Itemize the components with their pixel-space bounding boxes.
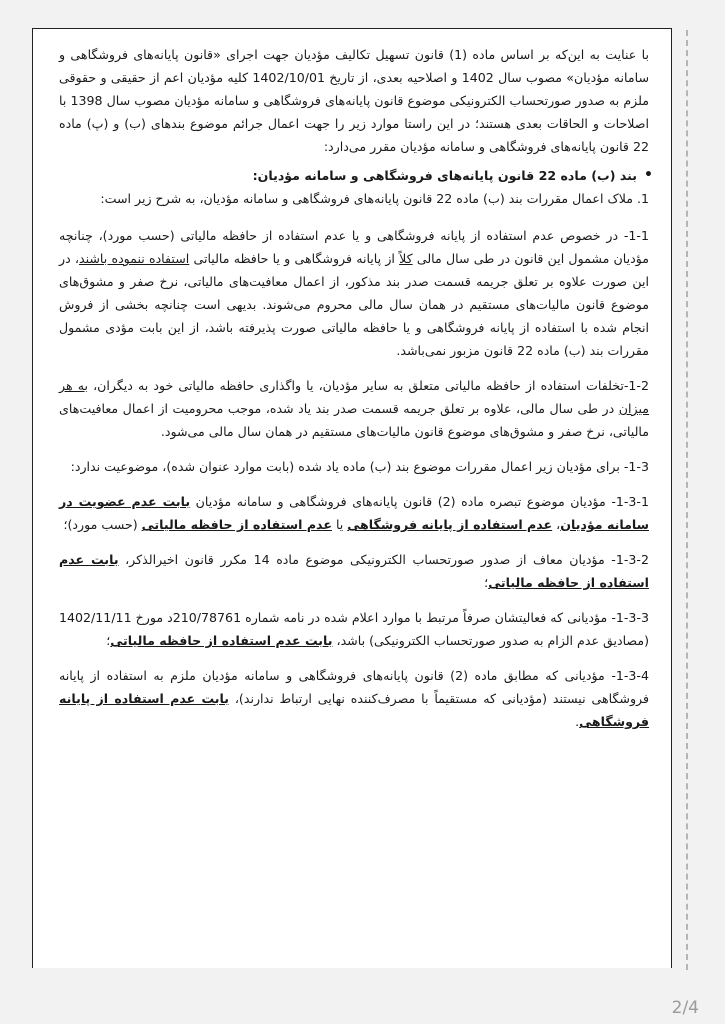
- text-span: 1-3-4- مؤدیانی که مطابق ماده (2) قانون پایانه‌های فروشگاهی و سامانه مؤدیان ملزم به استفاده از پایانه فروشگاهی نیستند (مؤدیانی که مستقیماً با مصرف‌کننده نهایی ارتباط ندارند)،: [59, 668, 649, 706]
- text-span: ، در این صورت علاوه بر تعلق جریمه قسمت صدر بند مذکور، از اعمال معافیت‌های مالیاتی، نرخ صفر و مشوق‌های موضوع قانون مالیات‌های مستقیم در همان سال مالی محروم می‌شوند. بدیهی است چنانچه بخشی از فروش انجام شده با استفاده از پایانه فروشگاهی و یا حافظه مالیاتی صورت پذیرفته باشد، از این بابت مؤدی مشمول مقررات بند (ب) ماده 22 قانون مزبور نمی‌باشد.: [59, 251, 649, 358]
- text-span: ؛: [484, 575, 489, 590]
- bold-underlined-text: عدم استفاده از حافظه مالیاتی: [141, 517, 332, 532]
- page-content: [59, 43, 649, 745]
- intro-paragraph: با عنایت به این‌که بر اساس ماده (1) قانون تسهیل تکالیف مؤدیان جهت اجرای «قانون پایانه‌های فروشگاهی و سامانه مؤدیان» مصوب سال 1402 و اصلاحیه بعدی، از تاریخ 1402/10/01 کلیه مؤدیان اعم از حقیقی و حقوقی ملزم به صدور صورتحساب الکترونیکی موضوع قانون پایانه‌های فروشگاهی و سامانه مؤدیان مصوب سال 1398 با اصلاحات و الحاقات بعدی هستند؛ در این راستا موارد زیر را جهت اعمال جرائم موضوع بندهای (ب) و (پ) ماده 22 قانون پایانه‌های فروشگاهی و سامانه مؤدیان مقرر می‌دارد:: [59, 47, 650, 154]
- underlined-text: کلاً: [399, 251, 413, 266]
- text-span: یا: [331, 517, 348, 532]
- document-page: [32, 28, 672, 968]
- text-span: 1-3-2- مؤدیان معاف از صدور صورتحساب الکترونیکی موضوع ماده 14 مکرر قانون اخیرالذکر،: [118, 552, 649, 567]
- item-1-3-1: [59, 490, 649, 536]
- text-span: ؛: [106, 633, 111, 648]
- text-span: 1-3-1- مؤدیان موضوع تبصره ماده (2) قانون پایانه‌های فروشگاهی و سامانه مؤدیان: [190, 494, 649, 509]
- text-span: (حسب مورد)؛: [63, 517, 142, 532]
- text-span: 1-3-3- مؤدیانی که فعالیتشان صرفاً مرتبط با موارد اعلام شده در نامه شماره 210/78761د مورخ 1402/11/11 (مصادیق عدم الزام به صدور صورتحساب الکترونیکی) باشد،: [59, 610, 650, 648]
- text-span: در طی سال مالی، علاوه بر تعلق جریمه قسمت صدر بند یاد شده، موجب محرومیت از اعمال معافیت‌های مالیاتی، نرخ صفر و مشوق‌های موضوع قانون مالیات‌های مستقیم در همان سال مالی می‌شود.: [59, 401, 649, 439]
- text-span: .: [575, 714, 580, 729]
- bold-underlined-text: عدم استفاده از پایانه فروشگاهی: [347, 517, 553, 532]
- text-span: 1-2-تخلفات استفاده از حافظه مالیاتی متعلق به سایر مؤدیان، یا واگذاری حافظه مالیاتی خود به دیگران،: [87, 378, 649, 393]
- bold-underlined-text: بابت عدم استفاده از حافظه مالیاتی: [59, 552, 649, 590]
- text-span: از پایانه فروشگاهی و یا حافظه مالیاتی: [189, 251, 400, 266]
- item-1-3-4: [59, 664, 649, 733]
- section-heading: • بند (ب) ماده 22 قانون پایانه‌های فروشگاهی و سامانه مؤدیان:: [59, 164, 649, 187]
- bold-underlined-text: بابت عدم استفاده از پایانه فروشگاهی: [59, 691, 649, 729]
- item-1: 1. ملاک اعمال مقررات بند (ب) ماده 22 قانون پایانه‌های فروشگاهی و سامانه مؤدیان، به شرح زیر است:: [100, 191, 649, 206]
- page-indicator: 2/4: [671, 998, 699, 1018]
- scrollbar-track[interactable]: [686, 30, 688, 970]
- underlined-text: به هر میزان: [59, 378, 649, 416]
- item-1-3-3: [59, 606, 649, 652]
- underlined-text: استفاده ننموده باشند: [78, 251, 190, 266]
- item-1-3-2: [59, 548, 649, 594]
- bold-underlined-text: بابت عدم عضویت در سامانه مؤدیان: [59, 494, 649, 532]
- item-1-3: 1-3- برای مؤدیان زیر اعمال مقررات موضوع بند (ب) ماده یاد شده (بابت موارد عنوان شده)، موضوعیت ندارد:: [70, 459, 649, 474]
- text-span: 1-1- در خصوص عدم استفاده از پایانه فروشگاهی و یا عدم استفاده از حافظه مالیاتی (حسب مورد)، چنانچه مؤدیان مشمول این قانون در طی سال مالی: [59, 228, 649, 266]
- bold-underlined-text: بابت عدم استفاده از حافظه مالیاتی: [110, 633, 333, 648]
- item-1-1: [59, 224, 649, 362]
- item-1-2: [59, 374, 649, 443]
- text-span: ،: [552, 517, 561, 532]
